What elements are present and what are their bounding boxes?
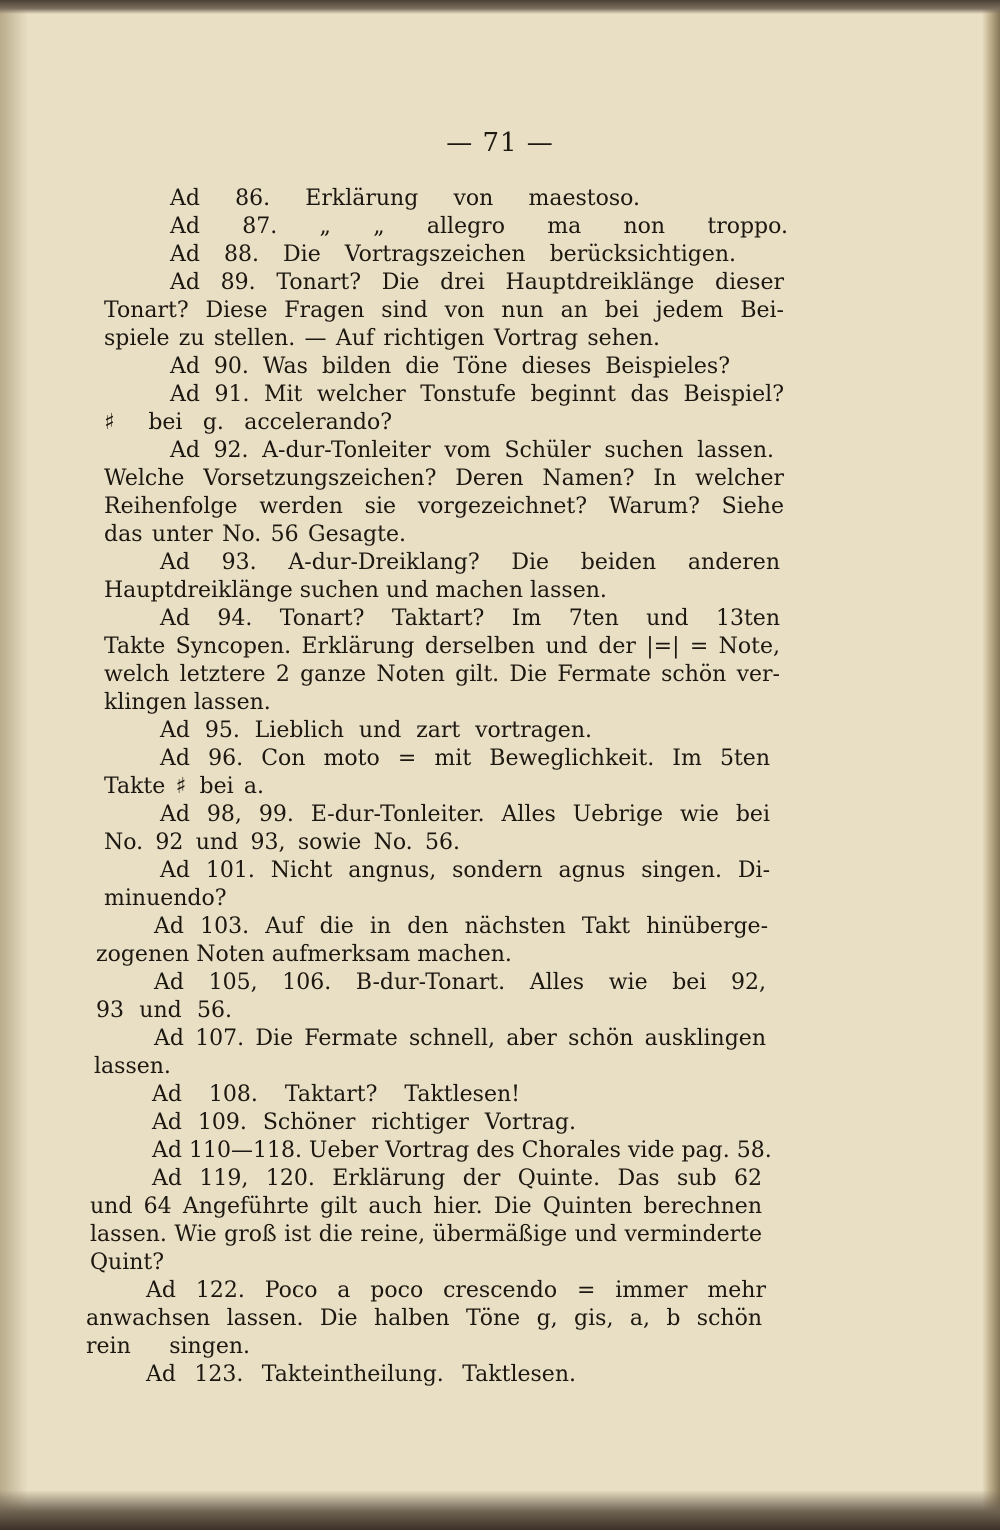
text-line: Ad 91. Mit welcher Tonstufe beginnt das Beispiel? <box>170 382 784 407</box>
text-line: Ad 89. Tonart? Die drei Hauptdreiklänge dieser <box>170 270 784 295</box>
text-line: ♯ bei g. accelerando? <box>104 410 392 435</box>
page-number: — 71 — <box>446 128 554 158</box>
text-line: Ad 105, 106. B-dur-Tonart. Alles wie bei 92, <box>154 970 766 995</box>
text-line: Ad 92. A-dur-Tonleiter vom Schüler suchen lassen. <box>170 438 774 463</box>
text-line: welch letztere 2 ganze Noten gilt. Die Fermate schön ver- <box>104 662 780 687</box>
text-line: Ad 123. Takteintheilung. Taktlesen. <box>146 1362 576 1387</box>
text-line: anwachsen lassen. Die halben Töne g, gis, a, b schön <box>86 1306 762 1331</box>
text-line: Ad 108. Taktart? Taktlesen! <box>152 1082 520 1107</box>
text-line: 93 und 56. <box>96 998 232 1023</box>
text-line: rein singen. <box>86 1334 250 1359</box>
text-line: Ad 119, 120. Erklärung der Quinte. Das sub 62 <box>152 1166 762 1191</box>
text-line: Reihenfolge werden sie vorgezeichnet? Warum? Siehe <box>104 494 784 519</box>
text-line: spiele zu stellen. — Auf richtigen Vortrag sehen. <box>104 326 660 351</box>
text-line: Quint? <box>90 1250 165 1275</box>
text-line: Ad 110—118. Ueber Vortrag des Chorales vide pag. 58. <box>152 1138 772 1163</box>
text-line: Takte Syncopen. Erklärung derselben und der |=| = Note, <box>104 634 780 659</box>
text-line: Tonart? Diese Fragen sind von nun an bei jedem Bei- <box>104 298 784 323</box>
text-line: Hauptdreiklänge suchen und machen lassen. <box>104 578 607 603</box>
text-line: Ad 101. Nicht angnus, sondern agnus singen. Di- <box>160 858 770 883</box>
text-line: klingen lassen. <box>104 690 271 715</box>
text-line: Ad 107. Die Fermate schnell, aber schön ausklingen <box>154 1026 766 1051</box>
text-line: Ad 90. Was bilden die Töne dieses Beispieles? <box>170 354 730 379</box>
text-line: Ad 94. Tonart? Taktart? Im 7ten und 13ten <box>160 606 780 631</box>
page-bottom-edge <box>0 1490 1000 1530</box>
text-line: Welche Vorsetzungszeichen? Deren Namen? In welcher <box>104 466 784 491</box>
text-line: Ad 103. Auf die in den nächsten Takt hinüberge- <box>154 914 768 939</box>
text-line: No. 92 und 93, sowie No. 56. <box>104 830 460 855</box>
text-line: das unter No. 56 Gesagte. <box>104 522 406 547</box>
text-line: Ad 93. A-dur-Dreiklang? Die beiden anderen <box>160 550 780 575</box>
text-line: Ad 122. Poco a poco crescendo = immer mehr <box>146 1278 766 1303</box>
text-line: Ad 96. Con moto = mit Beweglichkeit. Im 5ten <box>160 746 770 771</box>
page-edge <box>982 0 1000 1530</box>
text-line: lassen. Wie groß ist die reine, übermäßige und verminderte <box>90 1222 762 1247</box>
text-line: minuendo? <box>104 886 227 911</box>
text-line: Ad 98, 99. E-dur-Tonleiter. Alles Uebrige wie bei <box>160 802 770 827</box>
text-line: zogenen Noten aufmerksam machen. <box>96 942 512 967</box>
text-line: Ad 109. Schöner richtiger Vortrag. <box>152 1110 576 1135</box>
text-line: Ad 86. Erklärung von maestoso. <box>170 186 640 211</box>
text-line: Takte ♯ bei a. <box>104 774 264 799</box>
text-line: Ad 88. Die Vortragszeichen berücksichtigen. <box>170 242 736 267</box>
text-line: lassen. <box>94 1054 171 1079</box>
text-line: Ad 87. „ „ allegro ma non troppo. <box>170 214 788 239</box>
page-top-edge <box>0 0 1000 14</box>
text-line: und 64 Angeführte gilt auch hier. Die Quinten berechnen <box>90 1194 762 1219</box>
page-gutter <box>0 0 28 1530</box>
text-line: Ad 95. Lieblich und zart vortragen. <box>160 718 592 743</box>
